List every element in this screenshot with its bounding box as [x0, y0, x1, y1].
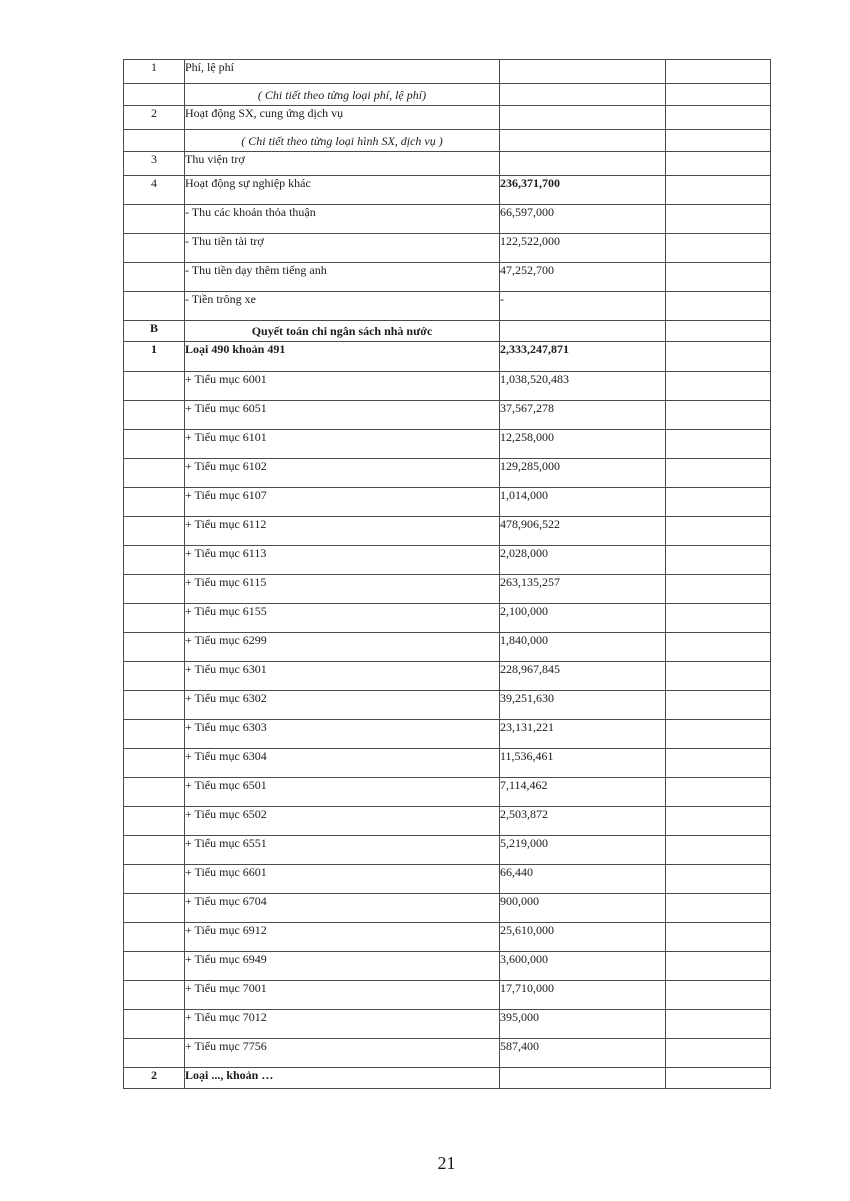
table-row — [124, 894, 771, 923]
table-row — [124, 1068, 771, 1089]
table-row — [124, 130, 771, 152]
row-extra — [666, 401, 771, 430]
row-value: - — [500, 292, 666, 321]
row-number — [124, 1010, 185, 1039]
table-row — [124, 84, 771, 106]
row-label: + Tiểu mục 6303 — [185, 720, 500, 749]
row-label: + Tiểu mục 6112 — [185, 517, 500, 546]
row-label: + Tiểu mục 6107 — [185, 488, 500, 517]
row-value: 66,597,000 — [500, 205, 666, 234]
table-row — [124, 546, 771, 575]
row-number — [124, 84, 185, 106]
row-value — [500, 152, 666, 176]
row-value: 1,038,520,483 — [500, 372, 666, 401]
row-value: 12,258,000 — [500, 430, 666, 459]
row-value: 587,400 — [500, 1039, 666, 1068]
table-row — [124, 662, 771, 691]
row-number — [124, 517, 185, 546]
row-number: B — [124, 321, 185, 342]
row-value — [500, 321, 666, 342]
budget-table-body — [124, 60, 771, 1089]
row-number — [124, 662, 185, 691]
table-row — [124, 106, 771, 130]
table-row — [124, 517, 771, 546]
row-extra — [666, 459, 771, 488]
row-value: 2,100,000 — [500, 604, 666, 633]
table-row — [124, 152, 771, 176]
row-extra — [666, 517, 771, 546]
row-number — [124, 401, 185, 430]
row-label: + Tiểu mục 6704 — [185, 894, 500, 923]
row-value: 5,219,000 — [500, 836, 666, 865]
row-number — [124, 894, 185, 923]
row-number — [124, 807, 185, 836]
row-number — [124, 459, 185, 488]
row-label: + Tiểu mục 6102 — [185, 459, 500, 488]
row-number — [124, 372, 185, 401]
table-row — [124, 342, 771, 372]
row-number: 1 — [124, 342, 185, 372]
table-row — [124, 865, 771, 894]
row-label: + Tiểu mục 6113 — [185, 546, 500, 575]
row-number — [124, 720, 185, 749]
table-row — [124, 263, 771, 292]
row-number — [124, 575, 185, 604]
row-label: Phí, lệ phí — [185, 60, 500, 84]
row-label: Loại 490 khoản 491 — [185, 342, 500, 372]
table-row — [124, 205, 771, 234]
table-row — [124, 691, 771, 720]
row-extra — [666, 342, 771, 372]
row-number — [124, 604, 185, 633]
row-value — [500, 84, 666, 106]
row-number — [124, 749, 185, 778]
row-value — [500, 130, 666, 152]
row-number — [124, 981, 185, 1010]
row-value: 395,000 — [500, 1010, 666, 1039]
row-value: 900,000 — [500, 894, 666, 923]
row-value: 47,252,700 — [500, 263, 666, 292]
row-extra — [666, 321, 771, 342]
row-label: Quyết toán chi ngân sách nhà nước — [185, 321, 500, 342]
row-number — [124, 865, 185, 894]
row-extra — [666, 1010, 771, 1039]
row-label: + Tiểu mục 6502 — [185, 807, 500, 836]
row-value: 1,840,000 — [500, 633, 666, 662]
row-extra — [666, 981, 771, 1010]
table-row — [124, 372, 771, 401]
row-value: 129,285,000 — [500, 459, 666, 488]
row-number — [124, 263, 185, 292]
row-value: 1,014,000 — [500, 488, 666, 517]
table-row — [124, 749, 771, 778]
row-value: 2,028,000 — [500, 546, 666, 575]
row-value: 2,333,247,871 — [500, 342, 666, 372]
row-label: + Tiểu mục 6912 — [185, 923, 500, 952]
row-extra — [666, 952, 771, 981]
row-extra — [666, 749, 771, 778]
table-row — [124, 981, 771, 1010]
row-extra — [666, 430, 771, 459]
row-label: Hoạt động SX, cung ứng dịch vụ — [185, 106, 500, 130]
table-row — [124, 952, 771, 981]
table-row — [124, 292, 771, 321]
row-label: + Tiểu mục 7756 — [185, 1039, 500, 1068]
table-row — [124, 459, 771, 488]
row-label: + Tiểu mục 6155 — [185, 604, 500, 633]
page-number: 21 — [437, 1153, 456, 1173]
table-row — [124, 234, 771, 263]
row-extra — [666, 176, 771, 205]
row-value: 39,251,630 — [500, 691, 666, 720]
row-number — [124, 430, 185, 459]
row-extra — [666, 720, 771, 749]
row-extra — [666, 894, 771, 923]
row-number — [124, 923, 185, 952]
table-row — [124, 836, 771, 865]
row-label: - Thu tiền dạy thêm tiếng anh — [185, 263, 500, 292]
row-value: 17,710,000 — [500, 981, 666, 1010]
row-extra — [666, 691, 771, 720]
row-extra — [666, 836, 771, 865]
row-number — [124, 952, 185, 981]
row-label: + Tiểu mục 6501 — [185, 778, 500, 807]
row-extra — [666, 152, 771, 176]
row-number — [124, 488, 185, 517]
row-extra — [666, 633, 771, 662]
row-number: 2 — [124, 106, 185, 130]
row-extra — [666, 263, 771, 292]
row-label: ( Chi tiết theo từng loại hình SX, dịch vụ ) — [185, 130, 500, 152]
table-row — [124, 1039, 771, 1068]
row-extra — [666, 546, 771, 575]
row-value: 37,567,278 — [500, 401, 666, 430]
row-label: + Tiểu mục 7012 — [185, 1010, 500, 1039]
row-number: 2 — [124, 1068, 185, 1089]
row-label: ( Chi tiết theo từng loại phí, lệ phí) — [185, 84, 500, 106]
row-number: 3 — [124, 152, 185, 176]
row-label: + Tiểu mục 6101 — [185, 430, 500, 459]
row-number — [124, 691, 185, 720]
row-label: + Tiểu mục 6304 — [185, 749, 500, 778]
table-row — [124, 176, 771, 205]
row-value — [500, 60, 666, 84]
row-number — [124, 546, 185, 575]
table-row — [124, 604, 771, 633]
row-label: + Tiểu mục 6001 — [185, 372, 500, 401]
row-label: + Tiểu mục 6949 — [185, 952, 500, 981]
row-label: Thu viện trợ — [185, 152, 500, 176]
row-label: - Thu các khoản thỏa thuận — [185, 205, 500, 234]
row-label: - Thu tiền tài trợ — [185, 234, 500, 263]
row-extra — [666, 807, 771, 836]
row-extra — [666, 1039, 771, 1068]
row-extra — [666, 234, 771, 263]
row-value: 25,610,000 — [500, 923, 666, 952]
row-label: + Tiểu mục 6302 — [185, 691, 500, 720]
row-label: Loại ..., khoản … — [185, 1068, 500, 1089]
row-value: 23,131,221 — [500, 720, 666, 749]
table-row — [124, 321, 771, 342]
row-number — [124, 292, 185, 321]
table-row — [124, 923, 771, 952]
row-number: 1 — [124, 60, 185, 84]
row-number — [124, 836, 185, 865]
row-label: Hoạt động sự nghiệp khác — [185, 176, 500, 205]
budget-table — [123, 59, 771, 1089]
row-value: 11,536,461 — [500, 749, 666, 778]
row-extra — [666, 662, 771, 691]
row-extra — [666, 604, 771, 633]
row-number — [124, 1039, 185, 1068]
table-row — [124, 778, 771, 807]
table-row — [124, 1010, 771, 1039]
row-value: 263,135,257 — [500, 575, 666, 604]
row-extra — [666, 130, 771, 152]
row-extra — [666, 372, 771, 401]
row-extra — [666, 205, 771, 234]
row-number: 4 — [124, 176, 185, 205]
table-row — [124, 807, 771, 836]
row-number — [124, 633, 185, 662]
row-value: 478,906,522 — [500, 517, 666, 546]
row-extra — [666, 488, 771, 517]
row-value: 122,522,000 — [500, 234, 666, 263]
table-row — [124, 575, 771, 604]
row-extra — [666, 292, 771, 321]
row-value: 2,503,872 — [500, 807, 666, 836]
table-row — [124, 720, 771, 749]
row-label: + Tiểu mục 6301 — [185, 662, 500, 691]
row-number — [124, 234, 185, 263]
row-label: + Tiểu mục 6299 — [185, 633, 500, 662]
row-extra — [666, 1068, 771, 1089]
row-extra — [666, 575, 771, 604]
row-label: + Tiểu mục 6051 — [185, 401, 500, 430]
row-value: 228,967,845 — [500, 662, 666, 691]
row-label: + Tiểu mục 6601 — [185, 865, 500, 894]
table-row — [124, 401, 771, 430]
row-extra — [666, 60, 771, 84]
row-extra — [666, 778, 771, 807]
row-value — [500, 1068, 666, 1089]
table-row — [124, 633, 771, 662]
row-extra — [666, 106, 771, 130]
row-extra — [666, 84, 771, 106]
row-label: + Tiểu mục 7001 — [185, 981, 500, 1010]
row-number — [124, 205, 185, 234]
row-extra — [666, 865, 771, 894]
table-row — [124, 488, 771, 517]
row-number — [124, 778, 185, 807]
table-row — [124, 60, 771, 84]
row-label: + Tiểu mục 6115 — [185, 575, 500, 604]
row-label: - Tiền trông xe — [185, 292, 500, 321]
row-value: 7,114,462 — [500, 778, 666, 807]
row-value: 3,600,000 — [500, 952, 666, 981]
row-value: 66,440 — [500, 865, 666, 894]
table-row — [124, 430, 771, 459]
row-value — [500, 106, 666, 130]
row-label: + Tiểu mục 6551 — [185, 836, 500, 865]
row-number — [124, 130, 185, 152]
row-extra — [666, 923, 771, 952]
row-value: 236,371,700 — [500, 176, 666, 205]
